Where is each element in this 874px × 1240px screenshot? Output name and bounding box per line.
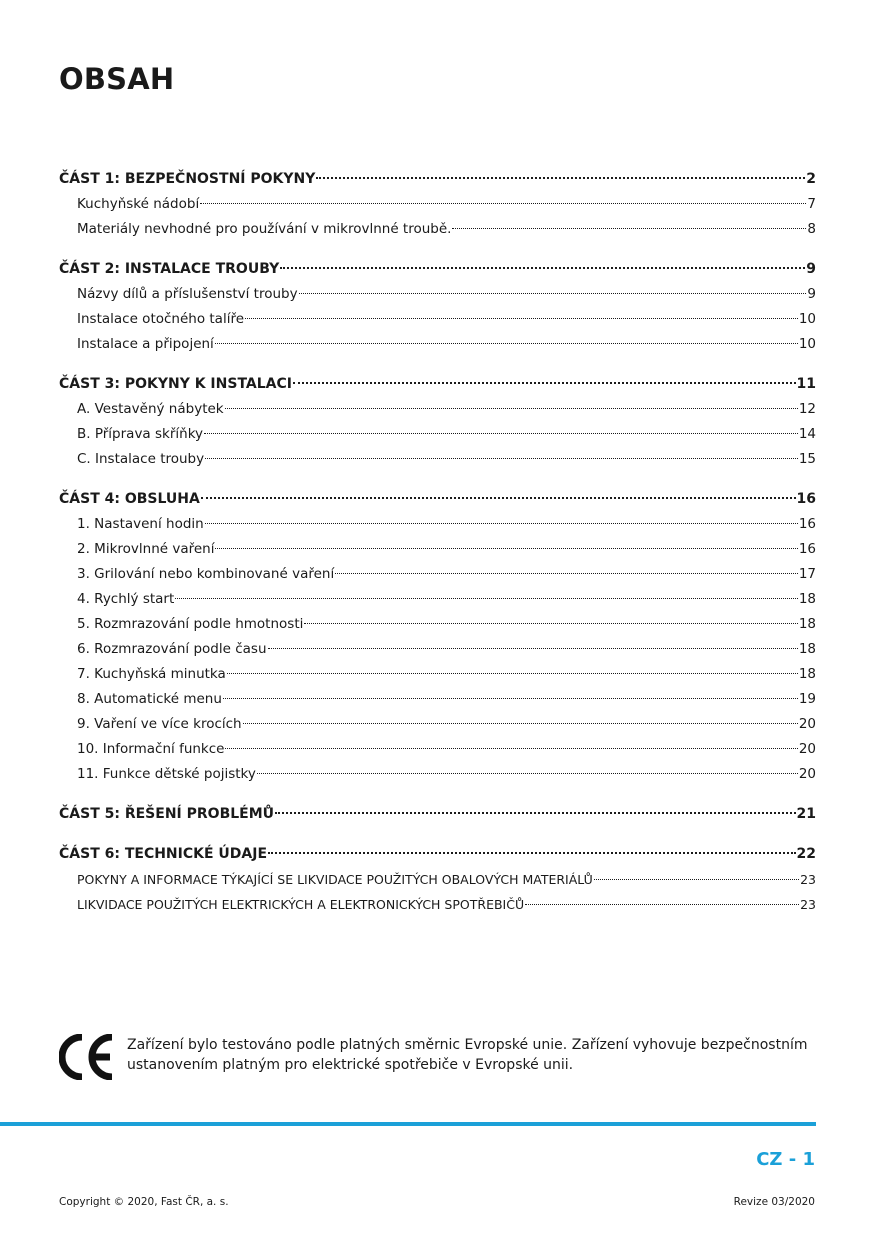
toc-heading[interactable] [59,167,816,192]
toc-item-page: 14 [798,426,816,442]
toc-item[interactable] [59,192,816,217]
toc-item-page: 8 [807,221,816,237]
toc-item-label: 6. Rozmrazování podle času [77,641,267,657]
toc-item-page: 17 [798,566,816,582]
dot-leader [243,723,798,724]
toc-heading-label: ČÁST 4: OBSLUHA [59,491,200,507]
dot-leader [223,698,798,699]
dot-leader [304,623,797,624]
toc-item-page: 18 [798,666,816,682]
toc-item[interactable] [59,562,816,587]
dot-leader [215,343,798,344]
toc-item-page: 7 [807,196,816,212]
toc-section [59,372,816,472]
dot-leader [268,852,795,854]
toc-item[interactable] [59,217,816,242]
toc-item-page: 10 [798,336,816,352]
dot-leader [227,673,798,674]
toc-item-page: 18 [798,641,816,657]
toc-item-label: Kuchyňské nádobí [77,196,200,212]
toc-item-label: 10. Informační funkce [77,741,225,757]
dot-leader [299,293,807,294]
toc-item-page: 23 [800,897,816,912]
toc-item[interactable] [59,447,816,472]
dot-leader [257,773,798,774]
page-title: OBSAH [59,62,175,96]
toc-item-page: 20 [798,766,816,782]
toc-item-label: Instalace otočného talíře [77,311,245,327]
dot-leader [280,267,805,269]
toc-item-label: B. Příprava skříňky [77,426,204,442]
toc-item[interactable] [59,332,816,357]
toc-item-page: 9 [807,286,816,302]
toc-section [59,802,816,827]
toc-item[interactable] [59,422,816,447]
toc-item[interactable] [59,762,816,787]
toc-heading-label: ČÁST 5: ŘEŠENÍ PROBLÉMŮ [59,806,275,822]
toc-item-page: 18 [798,591,816,607]
toc-item-label: LIKVIDACE POUŽITÝCH ELEKTRICKÝCH A ELEKTRONICKÝCH SPOTŘEBIČŮ [77,897,525,912]
toc-item-page: 23 [800,872,816,887]
toc-item-label: 9. Vaření ve více krocích [77,716,242,732]
toc-item-page: 19 [798,691,816,707]
toc-section [59,167,816,242]
toc-heading-label: ČÁST 3: POKYNY K INSTALACI [59,376,292,392]
toc-item[interactable] [59,892,816,917]
toc-heading[interactable] [59,842,816,867]
toc-heading-page: 21 [796,806,816,822]
ce-statement: Zařízení bylo testováno podle platných směrnic Evropské unie. Zařízení vyhovuje bezpečnostním ustanovením platným pro elektrické spotřebiče v Evropské unii. [127,1037,808,1073]
toc-section [59,842,816,917]
toc-heading-page: 22 [796,846,816,862]
toc-item-label: 7. Kuchyňská minutka [77,666,226,682]
toc-item-page: 16 [798,516,816,532]
toc-item-label: Instalace a připojení [77,336,214,352]
dot-leader [204,433,798,434]
dot-leader [268,648,798,649]
toc-item-label: 3. Grilování nebo kombinované vaření [77,566,335,582]
toc-item[interactable] [59,712,816,737]
dot-leader [594,879,799,880]
toc-item[interactable] [59,662,816,687]
dot-leader [201,497,796,499]
dot-leader [225,408,798,409]
toc-item[interactable] [59,612,816,637]
toc-section [59,487,816,787]
revision-label: Revize 03/2020 [733,1196,815,1208]
dot-leader [525,904,799,905]
toc-heading-label: ČÁST 6: TECHNICKÉ ÚDAJE [59,846,268,862]
toc-heading-page: 16 [796,491,816,507]
toc-heading-page: 11 [796,376,816,392]
dot-leader [175,598,798,599]
toc-item-page: 18 [798,616,816,632]
toc-heading[interactable] [59,487,816,512]
toc-item-label: 2. Mikrovlnné vaření [77,541,215,557]
toc-item-page: 12 [798,401,816,417]
toc-item-label: POKYNY A INFORMACE TÝKAJÍCÍ SE LIKVIDACE POUŽITÝCH OBALOVÝCH MATERIÁLŮ [77,872,593,887]
toc-item[interactable] [59,512,816,537]
toc-heading-label: ČÁST 1: BEZPEČNOSTNÍ POKYNY [59,171,316,187]
dot-leader [293,382,796,384]
dot-leader [275,812,795,814]
toc-item-label: 4. Rychlý start [77,591,175,607]
toc-item[interactable] [59,397,816,422]
toc-item-page: 20 [798,716,816,732]
footer-divider [0,1122,816,1126]
toc-item-label: 11. Funkce dětské pojistky [77,766,256,782]
toc-item-label: 5. Rozmrazování podle hmotnosti [77,616,304,632]
toc-item-label: Názvy dílů a příslušenství trouby [77,286,298,302]
ce-mark-icon [59,1034,116,1080]
dot-leader [205,458,798,459]
toc-heading[interactable] [59,802,816,827]
toc-item-page: 15 [798,451,816,467]
toc-item[interactable] [59,867,816,892]
toc-item-page: 20 [798,741,816,757]
toc-item[interactable] [59,307,816,332]
toc-item[interactable] [59,687,816,712]
toc-section [59,257,816,357]
toc-heading-page: 2 [806,171,816,187]
page-number: CZ - 1 [756,1149,815,1170]
toc-heading-page: 9 [806,261,816,277]
dot-leader [316,177,805,179]
toc-item-label: 1. Nastavení hodin [77,516,204,532]
toc-item[interactable] [59,737,816,762]
toc-item-label: C. Instalace trouby [77,451,205,467]
table-of-contents [59,167,816,932]
dot-leader [215,548,797,549]
toc-item[interactable] [59,637,816,662]
toc-item-label: 8. Automatické menu [77,691,222,707]
toc-heading[interactable] [59,257,816,282]
copyright-notice: Copyright © 2020, Fast ČR, a. s. [59,1196,229,1208]
dot-leader [335,573,798,574]
toc-item[interactable] [59,537,816,562]
ce-declaration [59,1034,816,1084]
toc-item-page: 16 [798,541,816,557]
toc-item-label: A. Vestavěný nábytek [77,401,224,417]
dot-leader [225,748,797,749]
toc-item-label: Materiály nevhodné pro používání v mikrovlnné troubě. [77,221,452,237]
dot-leader [205,523,798,524]
toc-heading-label: ČÁST 2: INSTALACE TROUBY [59,261,280,277]
dot-leader [452,228,806,229]
dot-leader [245,318,798,319]
dot-leader [200,203,806,204]
toc-item[interactable] [59,587,816,612]
toc-item[interactable] [59,282,816,307]
toc-item-page: 10 [798,311,816,327]
toc-heading[interactable] [59,372,816,397]
